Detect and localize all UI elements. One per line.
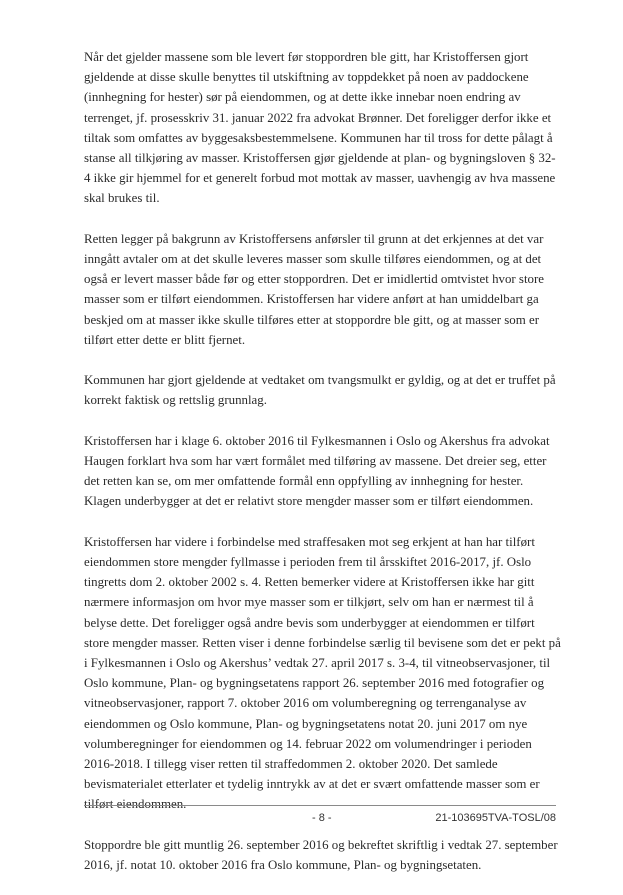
page-number: - 8 - <box>312 812 332 824</box>
document-body <box>84 47 562 895</box>
case-number: 21-103695TVA-TOSL/08 <box>435 812 556 824</box>
paragraph-3: Kommunen har gjort gjeldende at vedtaket om tvangsmulkt er gyldig, og at det er truffet på korrekt faktisk og rettslig grunnlag. <box>84 373 556 408</box>
paragraph-1: Når det gjelder massene som ble levert før stoppordren ble gitt, har Kristoffersen gjort gjeldende at disse skulle benyttes til utskiftning av toppdekket på noen av paddockene (innhegning for hester) sør på eiendommen, og at dette ikke innebar noen endring av terrenget, jf. prosesskriv 31. januar 2022 fra advokat Brønner. Det foreligger derfor ikke et tiltak som omfattes av byggesaksbestemmelsene. Kommunen har til tross for dette pålagt å stanse all tilkjøring av masser. Kristoffersen gjør gjeldende at plan- og bygningsloven § 32-4 ikke gir hjemmel for et generelt forbud mot mottak av masser, uavhengig av hva massene skal brukes til. <box>84 50 556 206</box>
paragraph-2: Retten legger på bakgrunn av Kristoffersens anførsler til grunn at det erkjennes at det var inngått avtaler om at det skulle leveres masser som skulle tilføres eiendommen, og at det også er levert masser både før og etter stoppordren. Det er imidlertid omtvistet hvor store masser som er tilført eiendommen. Kristoffersen har videre anført at han umiddelbart ga beskjed om at masser ikke skulle tilføres etter at stoppordre ble gitt, og at masser som er tilført etter dette er blitt fjernet. <box>84 231 544 347</box>
paragraph-5: Kristoffersen har videre i forbindelse med straffesaken mot seg erkjent at han har tilført eiendommen store mengder fyllmasse i perioden frem til årsskiftet 2016-2017, jf. Oslo tingretts dom 2. oktober 2002 s. 4. Retten bemerker videre at Kristoffersen ikke har gitt nærmere informasjon om hvor mye masser som er tilkjørt, selv om han er nærmest til å belyse dette. Det foreligger også andre bevis som underbygger at eiendommen er tilført store mengder masser. Retten viser i denne forbindelse særlig til bevisene som det er pekt på i Fylkesmannen i Oslo og Akershus’ vedtak 27. april 2017 s. 3-4, til vitneobservasjoner, til Oslo kommune, Plan- og bygningsetatens rapport 26. september 2016 med fotografier og vitneobservasjoner, rapport 7. oktober 2016 om volumberegning og terrenganalyse av eiendommen og Oslo kommune, Plan- og bygningsetatens notat 20. juni 2017 om nye volumberegninger for eiendommen og 14. februar 2022 om volumendringer i perioden 2016-2018. I tillegg viser retten til straffedommen 2. oktober 2020. Det samlede bevismaterialet etterlater et tydelig inntrykk av at det er svært omfattende masser som er tilført eiendommen. <box>84 534 561 812</box>
paragraph-6: Stoppordre ble gitt muntlig 26. september 2016 og bekreftet skriftlig i vedtak 27. september 2016, jf. notat 10. oktober 2016 fra Oslo kommune, Plan- og bygningsetaten. <box>84 837 558 873</box>
footer-divider <box>84 805 556 806</box>
paragraph-4: Kristoffersen har i klage 6. oktober 2016 til Fylkesmannen i Oslo og Akershus fra advokat Haugen forklart hva som har vært formålet med tilføring av massene. Det dreier seg, etter det retten kan se, om mer omfattende formål enn oppfylling av innhegning for hester. Klagen underbygger at det er relativt store mengder masser som er tilført eiendommen. <box>84 433 550 509</box>
